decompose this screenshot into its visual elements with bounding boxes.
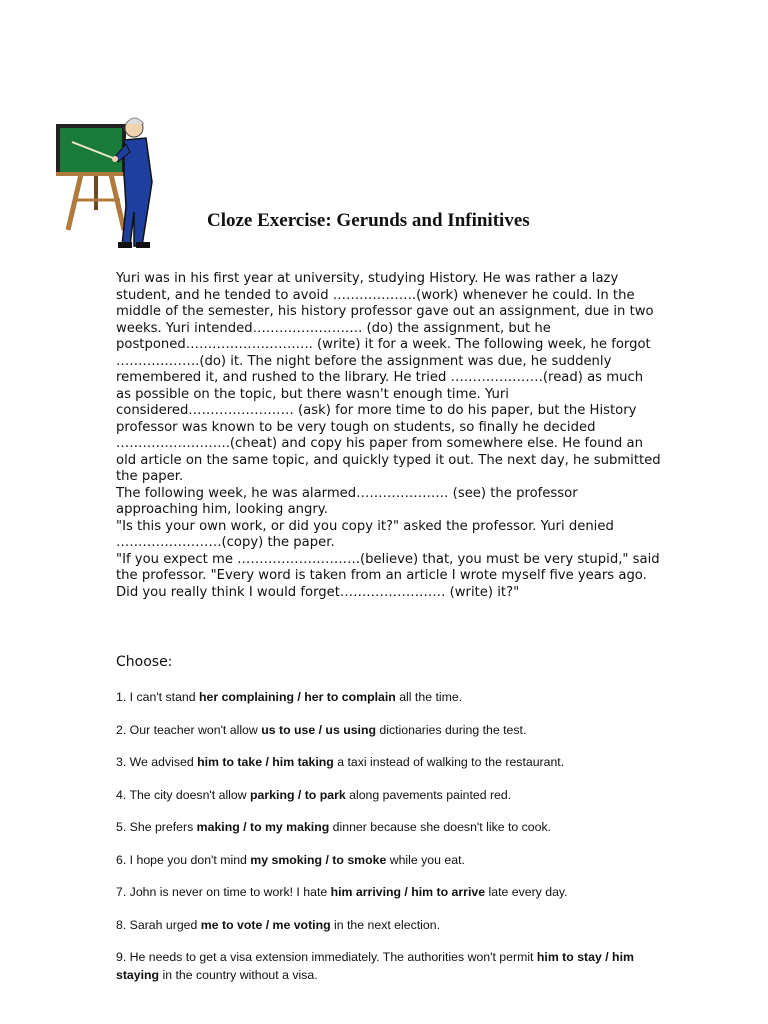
story-paragraph: The following week, he was alarmed………………… (see) the professor approaching him, looking angry. bbox=[116, 485, 578, 517]
story-paragraph: "Is this your own work, or did you copy it?" asked the professor. Yuri denied ……………………(copy) the paper. bbox=[116, 518, 614, 550]
story-text bbox=[116, 271, 661, 601]
item-text: along pavements painted red. bbox=[345, 787, 512, 802]
item-text: 1. I can't stand bbox=[116, 690, 200, 704]
item-text: 6. I hope you don't mind bbox=[116, 852, 251, 867]
item-options: us to use / us using bbox=[261, 722, 376, 737]
item-text: 5. She prefers bbox=[116, 820, 197, 834]
list-item bbox=[116, 916, 661, 934]
list-item bbox=[116, 753, 661, 771]
item-options: her complaining / her to complain bbox=[199, 690, 396, 704]
item-text: in the next election. bbox=[330, 917, 440, 932]
exercise-list bbox=[116, 688, 661, 999]
item-text: all the time. bbox=[395, 690, 463, 704]
item-options: him arriving / him to arrive bbox=[330, 885, 486, 899]
list-item bbox=[116, 688, 661, 706]
item-text: while you eat. bbox=[386, 852, 465, 867]
item-options: parking / to park bbox=[250, 787, 346, 802]
teacher-at-blackboard-icon bbox=[52, 112, 164, 252]
item-text: late every day. bbox=[485, 885, 568, 899]
item-options: him to take / him taking bbox=[197, 755, 334, 769]
list-item bbox=[116, 948, 661, 984]
item-text: a taxi instead of walking to the restaurant. bbox=[333, 755, 565, 769]
page-title: Cloze Exercise: Gerunds and Infinitives bbox=[207, 210, 530, 231]
list-item bbox=[116, 786, 661, 804]
item-text: 2. Our teacher won't allow bbox=[116, 722, 262, 737]
item-text: 3. We advised bbox=[116, 755, 198, 769]
item-options: my smoking / to smoke bbox=[250, 852, 387, 867]
story-paragraph: Yuri was in his first year at university, studying History. He was rather a lazy student, and he tended to avoid ……………….(work) whenever he could. In the middle of the semester, his history professor gave out an assignment, due in two weeks. Yuri intended……………………. (do) the assignment, but he postponed……………………….. (write) it for a week. The following week, he forgot ……………….(do) it. The night before the assignment was due, he suddenly remembered it, and rushed to the library. He tried …………………(read) as much as possible on the topic, but there wasn't enough time. Yuri considered…………………… (ask) for more time to do his paper, but the History professor was known to be very tough on students, so finally he decided ……………………..(cheat) and copy his paper from somewhere else. He found an old article on the same topic, and quickly typed it out. The next day, he submitted the paper. bbox=[116, 271, 661, 484]
list-item bbox=[116, 883, 661, 901]
list-item bbox=[116, 818, 661, 836]
item-text: 7. John is never on time to work! I hate bbox=[116, 885, 331, 899]
item-text: 9. He needs to get a visa extension immediately. The authorities won't permit bbox=[116, 950, 537, 964]
item-options: him to stay / him staying bbox=[116, 950, 634, 982]
story-paragraph: "If you expect me ……………………….(believe) that, you must be very stupid," said the professor. "Every word is taken from an article I wrote myself five years ago. Did you really think I would forget…………………… (write) it?" bbox=[116, 551, 660, 600]
item-text: dictionaries during the test. bbox=[376, 722, 527, 737]
item-options: me to vote / me voting bbox=[200, 917, 331, 932]
item-options: making / to my making bbox=[196, 820, 330, 834]
item-text: 4. The city doesn't allow bbox=[116, 787, 251, 802]
list-item bbox=[116, 851, 661, 869]
item-text: in the country without a visa. bbox=[159, 968, 318, 982]
item-text: 8. Sarah urged bbox=[116, 917, 201, 932]
item-text: dinner because she doesn't like to cook. bbox=[329, 820, 552, 834]
choose-label: Choose: bbox=[116, 654, 173, 670]
list-item bbox=[116, 721, 661, 739]
